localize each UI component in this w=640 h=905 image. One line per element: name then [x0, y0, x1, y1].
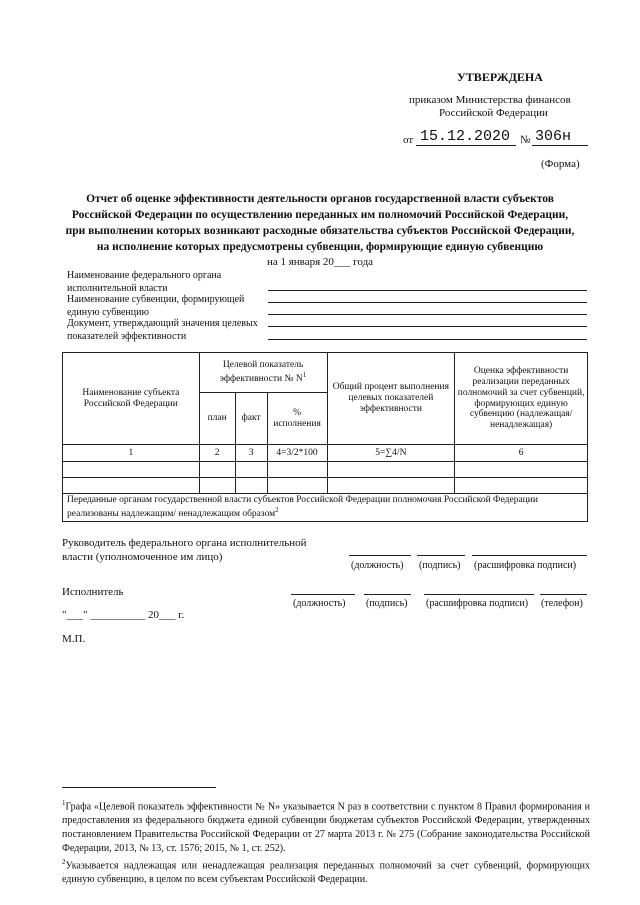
- head-position-caption: (должность): [351, 560, 404, 571]
- stamp-label: М.П.: [62, 633, 86, 645]
- table-cell[interactable]: [199, 478, 235, 494]
- header-target-indicator-text: Целевой показатель эффективности № N: [219, 360, 304, 385]
- head-position-line[interactable]: [349, 555, 411, 556]
- field-org-name-input[interactable]: [268, 290, 587, 291]
- head-signature-label: [62, 537, 307, 565]
- field-org-name-label: [67, 270, 221, 295]
- header-plan: план: [199, 393, 235, 445]
- executor-decoding-caption: (расшифровка подписи): [426, 598, 529, 609]
- form-label: (Форма): [541, 158, 580, 170]
- approval-number: 306н: [535, 128, 572, 145]
- approval-line-1: приказом Министерства финансов: [409, 94, 571, 106]
- field-org-name-line-1: Наименование федерального органа: [67, 270, 222, 281]
- field-org-name-line-2: исполнительной власти: [67, 282, 168, 294]
- header-percent: [267, 393, 327, 445]
- approval-number-underline: [532, 145, 588, 146]
- table-cell[interactable]: [63, 462, 200, 478]
- executor-decoding-line[interactable]: [424, 594, 534, 595]
- footnote-ref-1: 1: [302, 370, 307, 379]
- header-percent-word: исполнения: [273, 418, 321, 429]
- table-row: [63, 462, 588, 478]
- head-label-line-1: Руководитель федерального органа исполнительной: [62, 537, 307, 549]
- table-cell[interactable]: [199, 462, 235, 478]
- col-number-1: 1: [63, 445, 200, 462]
- footnotes: [62, 797, 590, 886]
- head-signature-line[interactable]: [417, 555, 465, 556]
- report-date-line: на 1 января 20___ года: [266, 256, 374, 268]
- approval-heading: УТВЕРЖДЕНА: [457, 70, 543, 84]
- table-cell[interactable]: [235, 478, 267, 494]
- field-subvention-label: [67, 294, 244, 319]
- footnote-separator: [62, 787, 216, 788]
- report-title: [40, 191, 600, 255]
- table-cell[interactable]: [235, 462, 267, 478]
- header-evaluation: Оценка эффективности реализации переданных полномочий за счет субвенций, формирующих единую субвенцию (надлежащая/ ненадлежащая): [455, 353, 588, 445]
- footnote-2: [62, 856, 590, 887]
- field-subvention-line-2: единую субвенцию: [67, 306, 149, 318]
- efficiency-table: [62, 352, 588, 522]
- footnote-ref-2: 2: [275, 505, 279, 514]
- title-line-4: на исполнение которых предусмотрены субвенции, формирующие единую субвенцию: [96, 241, 544, 253]
- signature-date: "___" __________ 20___ г.: [62, 609, 185, 621]
- table-cell[interactable]: [327, 478, 455, 494]
- executor-position-line[interactable]: [291, 594, 355, 595]
- header-fact: факт: [235, 393, 267, 445]
- col-number-6: 6: [455, 445, 588, 462]
- table-footer-line-2: реализованы надлежащим/ ненадлежащим образом: [67, 509, 276, 520]
- table-cell[interactable]: [267, 478, 327, 494]
- header-overall-percent: Общий процент выполнения целевых показателей эффективности: [327, 353, 455, 445]
- table-cell[interactable]: [327, 462, 455, 478]
- table-row: [63, 478, 588, 494]
- approval-number-prefix: №: [520, 134, 531, 146]
- footnote-1: [62, 797, 590, 856]
- head-decoding-caption: (расшифровка подписи): [474, 560, 577, 571]
- title-line-2: Российской Федерации по осуществлению переданных им полномочий Российской Федерации,: [71, 209, 569, 221]
- approval-date: 15.12.2020: [420, 128, 511, 145]
- approval-from-prefix: от: [403, 134, 414, 146]
- title-line-3: при выполнении которых возникают расходные обязательства субъектов Российской Федерации,: [65, 225, 575, 237]
- footnote-1-marker: 1: [62, 799, 66, 807]
- head-signature-caption: (подпись): [419, 560, 461, 571]
- table-footer-line-1: Переданные органам государственной власти субъектов Российской Федерации полномочия Российской Федерации: [67, 495, 538, 505]
- head-label-line-2: власти (уполномоченное им лицо): [62, 550, 223, 563]
- field-document-line-2: показателей эффективности: [67, 330, 187, 342]
- field-document-input-1[interactable]: [268, 326, 587, 327]
- field-document-line-1: Документ, утверждающий значения целевых: [67, 318, 258, 329]
- field-subvention-line-1: Наименование субвенции, формирующей: [67, 294, 245, 305]
- executor-label: Исполнитель: [62, 586, 124, 598]
- footnote-1-text: Графа «Целевой показатель эффективности № N» указывается N раз в соответствии с пунктом 8 Правил формирования и предоставления из федерального бюджета единой субвенции бюджетам субъектов Российской Федерации, утвержденных постановлением Правительства Российской Федерации от 27 марта 2013 г. № 275 (Собрание законодательства Российской Федерации, 2013, № 13, ст. 1576; 2015, № 1, ст. 252).: [62, 801, 590, 854]
- title-line-1: Отчет об оценке эффективности деятельности органов государственной власти субъектов: [86, 193, 554, 205]
- footnote-2-text: Указывается надлежащая или ненадлежащая реализация переданных полномочий за счет субвенций, формирующих единую субвенцию, в целом по всем субъектам Российской Федерации.: [62, 859, 590, 885]
- field-subvention-input-1[interactable]: [268, 302, 587, 303]
- col-number-3: 3: [235, 445, 267, 462]
- table-footer-cell: [63, 494, 588, 522]
- table-cell[interactable]: [455, 462, 588, 478]
- approval-date-underline: [416, 145, 516, 146]
- table-cell[interactable]: [455, 478, 588, 494]
- table-cell[interactable]: [267, 462, 327, 478]
- header-target-indicator: [199, 353, 327, 393]
- footnote-2-marker: 2: [62, 857, 66, 866]
- head-decoding-line[interactable]: [472, 555, 587, 556]
- approval-line-2: Российской Федерации: [439, 107, 548, 119]
- executor-signature-caption: (подпись): [366, 598, 408, 609]
- header-percent-symbol: %: [293, 407, 301, 418]
- header-subject: Наименование субъекта Российской Федерации: [63, 353, 200, 445]
- field-document-label: [67, 318, 258, 343]
- executor-position-caption: (должность): [293, 598, 346, 609]
- executor-phone-line[interactable]: [540, 594, 587, 595]
- col-number-4: 4=3/2*100: [267, 445, 327, 462]
- field-document-input-2[interactable]: [268, 339, 587, 340]
- col-number-5: 5=∑4/N: [327, 445, 455, 462]
- col-number-2: 2: [199, 445, 235, 462]
- executor-phone-caption: (телефон): [541, 598, 583, 609]
- field-subvention-input-2[interactable]: [268, 314, 587, 315]
- executor-signature-line[interactable]: [364, 594, 411, 595]
- table-cell[interactable]: [63, 478, 200, 494]
